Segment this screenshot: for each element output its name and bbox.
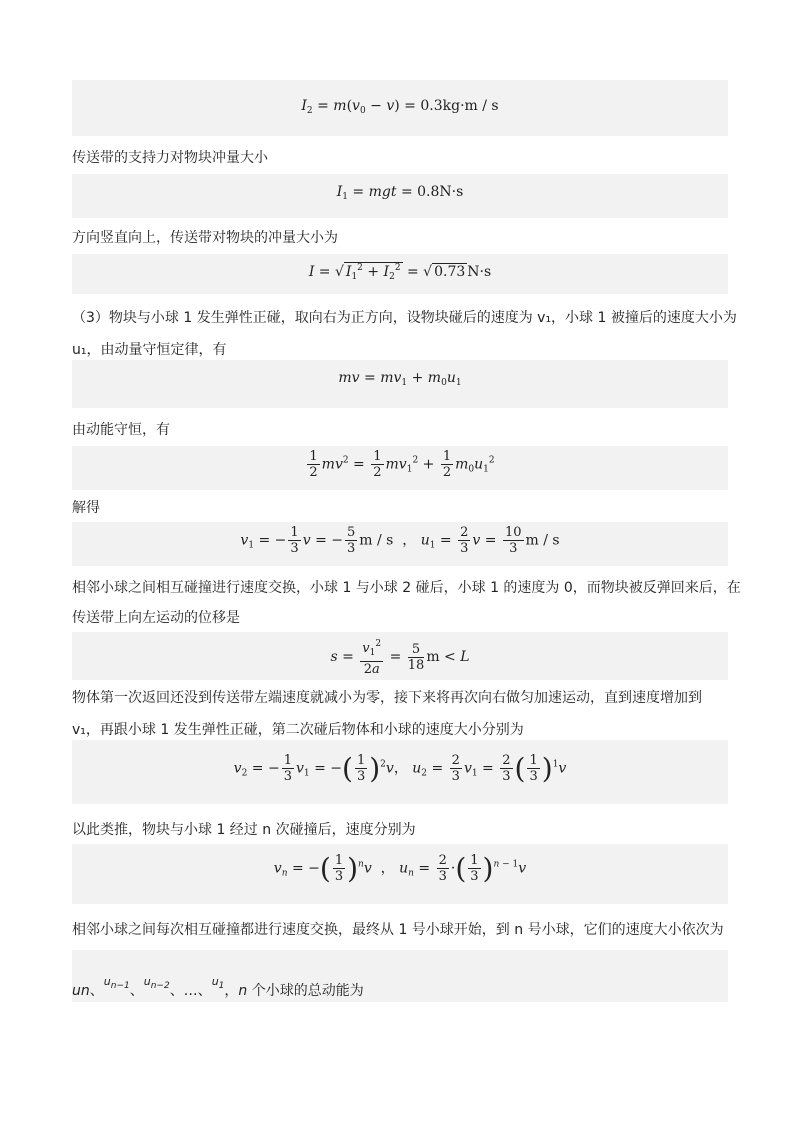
paragraph-induction: 以此类推，物块与小球 1 经过 n 次碰撞后，速度分别为 (72, 822, 416, 838)
paragraph-part3-line1: （3）物块与小球 1 发生弹性正碰，取向右为正方向，设物块碰后的速度为 v₁，小球 1 被撞后的速度大小为 (72, 310, 737, 326)
equation-displacement: s = $\frac{v_1^2}{2a}$ = $\frac{5}{18}$ m < L (330, 639, 470, 677)
equation-energy: $\frac{1}{2}$ $mv^2$ = $\frac{1}{2}$ $mv_1^2$ + $\frac{1}{2}$ $m_0u_1^2$ (309, 449, 495, 480)
paragraph-direction: 方向竖直向上，传送带对物块的冲量大小为 (72, 230, 338, 246)
paragraph-solve: 解得 (72, 500, 100, 516)
equation-solution: $v_1$ = − $\frac{1}{3}$ v = − $\frac{5}{3}$ m / s ， $u_1$ = $\frac{2}{3}$ v = $\frac{10}{3}$ m / s (240, 525, 560, 556)
paragraph-speeds-sequence: 相邻小球之间每次相互碰撞都进行速度交换，最终从 1 号小球开始，到 n 号小球，它们的速度大小依次为 (72, 922, 724, 938)
paragraph-return-line1: 物体第一次返回还没到传送带左端速度就减小为零，接下来将再次向右做匀加速运动，直到速度增加到 (72, 690, 702, 706)
equation-second-collision: $v_2$ = − $\frac{1}{3}$ $v_1$ = −( $\frac{1}{3}$ )$^2$v， $u_2$ = $\frac{2}{3}$ $v_1$ = $\frac{2}{3}$ ( $\frac{1}{3}$ )$^1$v (233, 752, 567, 785)
equation-momentum: mv = $mv_1 + m_0u_1$ (338, 370, 462, 388)
paragraph-energy-conservation: 由动能守恒，有 (72, 422, 170, 438)
paragraph-total-kinetic-energy: un、$u_{n-1}$、$u_{n-2}$、…、$u_1$，n 个小球的总动能为 (72, 975, 364, 999)
equation-nth-collision: $v_n$ = −( $\frac{1}{3}$ )$^n$v ， $u_n$ = $\frac{2}{3}$ ·( $\frac{1}{3}$ )$^{n - 1}$v (273, 852, 527, 885)
equation-i-total: I = √ $I_1^2 + I_2^2$ = √ 0.73 N·s (308, 263, 492, 282)
paragraph-exchange-line1: 相邻小球之间相互碰撞进行速度交换，小球 1 与小球 2 碰后，小球 1 的速度为 0，而物块被反弹回来后，在 (72, 580, 741, 596)
paragraph-exchange-line2: 传送带上向左运动的位移是 (72, 610, 240, 626)
paragraph-return-line2: v₁，再跟小球 1 发生弹性正碰，第二次碰后物体和小球的速度大小分别为 (72, 722, 524, 738)
paragraph-support-impulse: 传送带的支持力对物块冲量大小 (72, 150, 268, 166)
equation-i2: $I_2 = m(v_0 - v) = 0.3kg\cdot m / s$ (301, 98, 499, 116)
equation-i1: $I_1$ = mgt = 0.8N·s (336, 184, 464, 202)
paragraph-part3-line2: u₁，由动量守恒定律，有 (72, 342, 227, 358)
